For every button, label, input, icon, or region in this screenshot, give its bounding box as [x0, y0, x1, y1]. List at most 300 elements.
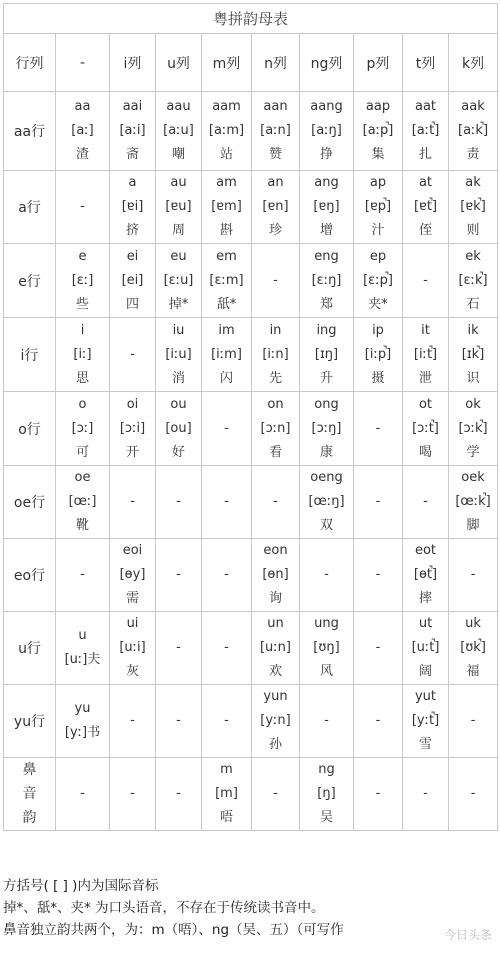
ipa-transcription: [ʊk̚]: [460, 640, 486, 655]
row-header-text: eo行: [13, 568, 46, 584]
final-cell: [110, 758, 156, 831]
example-character: 欢: [268, 664, 282, 679]
jyutping-final: -: [375, 640, 381, 655]
jyutping-final: aa: [74, 99, 91, 114]
ipa-transcription: [ŋ]: [317, 786, 336, 801]
ipa-transcription: [œːk̚]: [455, 494, 491, 509]
jyutping-final: -: [224, 420, 229, 436]
example-character: 看: [268, 444, 282, 460]
jyutping-final: -: [176, 567, 181, 582]
ipa-transcription: [yːt̚]: [411, 713, 440, 728]
example-character: 摔: [418, 591, 432, 606]
row-header-text: 音: [22, 786, 37, 802]
jyutping-final: it: [421, 322, 430, 338]
final-cell: [202, 392, 252, 466]
ipa-transcription: [ɛːm]: [209, 272, 244, 288]
jyutping-final: -: [176, 494, 181, 509]
ipa-transcription: [aːn]: [260, 123, 291, 138]
final-cell: [403, 758, 449, 831]
ipa-transcription: [iːu]: [165, 346, 192, 362]
jyutping-final: uk: [465, 616, 481, 631]
jyutping-final: -: [176, 713, 181, 728]
jyutping-final: -: [375, 786, 381, 801]
example-character: 侄: [418, 223, 432, 238]
example-character: 郑: [319, 296, 333, 312]
jyutping-final: -: [423, 272, 428, 288]
jyutping-final: on: [267, 396, 284, 412]
example-character: 周: [171, 223, 185, 238]
ipa-transcription: [œːŋ]: [308, 494, 345, 509]
jyutping-final: ang: [314, 175, 339, 190]
jyutping-final: ok: [465, 396, 481, 412]
ipa-transcription: [uː]夫: [64, 652, 101, 667]
finals-table-container: [3, 3, 497, 831]
final-cell: [403, 539, 449, 612]
final-cell: [252, 758, 300, 831]
final-cell: [202, 318, 252, 392]
column-header: u列: [156, 34, 202, 92]
final-cell: [252, 466, 300, 539]
example-character: 阔: [418, 664, 432, 679]
jyutping-final: -: [324, 567, 329, 582]
jyutping-final: em: [216, 248, 237, 264]
column-header: n列: [252, 34, 300, 92]
final-cell: [156, 171, 202, 244]
ipa-transcription: [ɪŋ]: [314, 346, 339, 362]
example-character: 集: [371, 147, 385, 162]
row-header-text: e行: [18, 273, 41, 290]
jyutping-final: at: [418, 175, 433, 190]
final-cell: [354, 318, 403, 392]
example-character: 脚: [466, 518, 480, 533]
column-header: t列: [403, 34, 449, 92]
final-cell: [252, 318, 300, 392]
ipa-transcription: [ɛːŋ]: [311, 272, 342, 288]
example-character: 站: [219, 147, 233, 162]
ipa-transcription: [œː]: [68, 494, 97, 509]
final-cell: [110, 171, 156, 244]
final-cell: [56, 539, 110, 612]
ipa-transcription: [aːk̚]: [458, 123, 489, 138]
ipa-transcription: [ou]: [165, 420, 192, 436]
ipa-transcription: [ɔː]: [71, 420, 94, 436]
final-cell: [110, 318, 156, 392]
example-character: 掉*: [168, 296, 189, 312]
jyutping-final: ep: [369, 248, 387, 264]
jyutping-final: ak: [465, 175, 481, 190]
ipa-transcription: [uːn]: [259, 640, 291, 655]
final-cell: [354, 758, 403, 831]
example-character: 扎: [418, 147, 432, 162]
jyutping-final: oeng: [310, 470, 343, 485]
example-character: 嘲: [171, 147, 185, 162]
final-cell: [202, 685, 252, 758]
jyutping-final: un: [267, 616, 284, 631]
table-row: [4, 318, 498, 392]
example-character: 需: [125, 591, 139, 606]
row-header: [4, 92, 56, 171]
jyutping-final: o: [78, 396, 87, 412]
row-header-text: yu行: [13, 714, 46, 730]
jyutping-final: au: [170, 175, 187, 190]
example-character: 康: [319, 444, 333, 460]
jyutping-final: ing: [316, 322, 337, 338]
jyutping-final: u: [78, 628, 87, 643]
final-cell: [403, 685, 449, 758]
ipa-transcription: [iːp̚]: [364, 346, 392, 362]
ipa-transcription: [ɐŋ]: [313, 199, 340, 214]
ipa-transcription: [yːn]: [260, 713, 291, 728]
final-cell: [202, 612, 252, 685]
ipa-transcription: [ʊŋ]: [313, 640, 340, 655]
example-character: 四: [125, 296, 139, 312]
ipa-transcription: [ei]: [121, 272, 144, 288]
example-character: 可: [75, 444, 89, 460]
example-character: 升: [319, 370, 333, 386]
table-row: [4, 612, 498, 685]
table-row: [4, 171, 498, 244]
jyutping-final: iu: [172, 322, 185, 338]
final-cell: [449, 92, 498, 171]
final-cell: [403, 612, 449, 685]
jyutping-final: aau: [166, 99, 191, 114]
example-character: 汁: [371, 223, 385, 238]
example-character: 泄: [418, 370, 432, 386]
example-character: 先: [268, 370, 282, 386]
row-header-text: 韵: [22, 810, 37, 826]
example-character: 石: [466, 296, 480, 312]
jyutping-final: -: [130, 494, 135, 509]
row-header: [4, 392, 56, 466]
ipa-transcription: [ɛː]: [71, 272, 94, 288]
jyutping-final: am: [216, 175, 237, 190]
final-cell: [449, 171, 498, 244]
row-header: [4, 318, 56, 392]
table-title: 粤拼韵母表: [4, 4, 498, 34]
example-character: 赞: [268, 147, 282, 162]
column-header: i列: [110, 34, 156, 92]
ipa-transcription: [ɛːp̚]: [363, 272, 393, 288]
example-character: 好: [171, 444, 185, 460]
final-cell: [156, 92, 202, 171]
row-header-text: oe行: [13, 495, 46, 511]
final-cell: [403, 466, 449, 539]
jyutping-final: -: [224, 713, 229, 728]
jyutping-final: oek: [461, 470, 485, 485]
final-cell: [202, 171, 252, 244]
note-line: 方括号( [ ] )内为国际音标: [3, 878, 159, 894]
jyutping-final: -: [80, 199, 85, 214]
final-cell: [56, 685, 110, 758]
final-cell: [110, 685, 156, 758]
ipa-transcription: [ɵy]: [119, 567, 146, 582]
final-cell: [202, 466, 252, 539]
table-row: [4, 466, 498, 539]
ipa-transcription: [ɐn]: [262, 199, 289, 214]
example-character: 吴: [319, 810, 333, 825]
example-character: 斟: [219, 223, 233, 238]
ipa-transcription: [ɔːt̚]: [412, 420, 439, 436]
ipa-transcription: [ɔːn]: [260, 420, 291, 436]
jyutping-final: yu: [74, 701, 91, 716]
jyutping-final: eon: [263, 543, 288, 558]
ipa-transcription: [aːp̚]: [362, 123, 394, 138]
final-cell: [300, 318, 354, 392]
final-cell: [354, 392, 403, 466]
jyutping-final: -: [176, 786, 181, 801]
jyutping-final: -: [224, 494, 229, 509]
jyutping-final: ut: [418, 616, 433, 631]
jyutping-final: ou: [170, 396, 187, 412]
jyutping-final: -: [273, 494, 278, 509]
final-cell: [354, 612, 403, 685]
jyutping-final: -: [273, 786, 278, 801]
row-header: [4, 685, 56, 758]
final-cell: [449, 685, 498, 758]
row-header: [4, 244, 56, 318]
final-cell: [110, 392, 156, 466]
final-cell: [252, 685, 300, 758]
table-row: [4, 685, 498, 758]
ipa-transcription: [ɪk̚]: [461, 346, 485, 362]
ipa-transcription: [iːn]: [262, 346, 289, 362]
ipa-transcription: [ɐu]: [165, 199, 192, 214]
final-cell: [300, 758, 354, 831]
final-cell: [56, 318, 110, 392]
final-cell: [403, 171, 449, 244]
note-line: 鼻音独立韵共两个，为：m（唔）、ng（吴、五）（可写作: [3, 922, 344, 938]
ipa-transcription: [ɵn]: [262, 567, 289, 582]
final-cell: [354, 92, 403, 171]
ipa-transcription: [ɔːk̚]: [458, 420, 488, 436]
jyutping-final: -: [130, 713, 135, 728]
final-cell: [449, 466, 498, 539]
ipa-transcription: [ɔːŋ]: [311, 420, 342, 436]
jyutping-final: eng: [314, 248, 339, 264]
row-header-text: a行: [18, 200, 41, 216]
jyutping-final: aam: [212, 99, 241, 114]
ipa-transcription: [uːi]: [119, 640, 146, 655]
final-cell: [110, 539, 156, 612]
ipa-transcription: [aːt̚]: [411, 123, 440, 138]
final-cell: [56, 92, 110, 171]
jyutping-final: aan: [263, 99, 288, 114]
jyutping-final: -: [130, 786, 135, 801]
column-header: k列: [449, 34, 498, 92]
final-cell: [449, 244, 498, 318]
jyutping-final: ap: [369, 175, 387, 190]
ipa-transcription: [ɐm]: [211, 199, 242, 214]
final-cell: [110, 92, 156, 171]
jyutping-final: in: [269, 322, 282, 338]
table-row: [4, 92, 498, 171]
final-cell: [354, 685, 403, 758]
ipa-transcription: [ɛːk̚]: [458, 272, 488, 288]
final-cell: [56, 612, 110, 685]
ipa-transcription: [ɵt̚]: [413, 567, 438, 582]
final-cell: [300, 685, 354, 758]
row-header-text: i行: [20, 347, 39, 364]
final-cell: [449, 612, 498, 685]
ipa-transcription: [aːi]: [119, 123, 146, 138]
final-cell: [56, 171, 110, 244]
jyutping-final: im: [218, 322, 235, 338]
ipa-transcription: [aːu]: [163, 123, 194, 138]
final-cell: [403, 392, 449, 466]
example-character: 挤: [125, 223, 139, 238]
final-cell: [56, 758, 110, 831]
example-character: 孙: [268, 737, 282, 752]
jyutping-final: -: [80, 786, 85, 801]
jyutping-final: ui: [126, 616, 139, 631]
example-character: 珍: [268, 223, 282, 238]
jyutping-final: -: [423, 786, 428, 801]
column-header: p列: [354, 34, 403, 92]
row-header: [4, 758, 56, 831]
final-cell: [156, 539, 202, 612]
final-cell: [300, 244, 354, 318]
ipa-transcription: [ɐi]: [121, 199, 144, 214]
example-character: 靴: [75, 518, 89, 533]
jyutping-final: ot: [418, 396, 433, 412]
table-row: [4, 539, 498, 612]
jyutping-final: eot: [414, 543, 437, 558]
example-character: 学: [466, 444, 480, 460]
column-header: ng列: [300, 34, 354, 92]
example-character: 识: [466, 370, 480, 386]
jyutping-final: -: [224, 567, 229, 582]
example-character: 灰: [125, 664, 139, 679]
example-character: 摄: [371, 370, 385, 386]
jyutping-final: aat: [414, 99, 437, 114]
jyutping-final: aang: [310, 99, 343, 114]
final-cell: [56, 466, 110, 539]
final-cell: [449, 539, 498, 612]
final-cell: [156, 685, 202, 758]
jyutping-final: -: [470, 713, 476, 728]
ipa-transcription: [yː]书: [64, 725, 101, 740]
example-character: 风: [319, 664, 333, 679]
final-cell: [156, 612, 202, 685]
jyutping-final: -: [273, 272, 278, 288]
final-cell: [354, 466, 403, 539]
column-header: m列: [202, 34, 252, 92]
ipa-transcription: [ɔːi]: [119, 420, 146, 436]
jyutping-final: -: [470, 567, 476, 582]
final-cell: [252, 244, 300, 318]
final-cell: [300, 539, 354, 612]
jyutping-final: ung: [314, 616, 339, 631]
example-character: 则: [466, 223, 480, 238]
final-cell: [56, 392, 110, 466]
ipa-transcription: [ɛːu]: [163, 272, 194, 288]
jyutping-final: yun: [263, 689, 288, 704]
jyutping-final: an: [267, 175, 284, 190]
jyutping-final: m: [220, 762, 233, 777]
example-character: 思: [75, 370, 89, 386]
final-cell: [252, 612, 300, 685]
final-cell: [300, 612, 354, 685]
example-character: 双: [319, 518, 333, 533]
jyutping-final: -: [130, 346, 135, 362]
jyutping-final: -: [375, 494, 381, 509]
jyutping-final: ei: [126, 248, 139, 264]
final-cell: [449, 392, 498, 466]
example-character: 福: [466, 664, 480, 679]
final-cell: [300, 171, 354, 244]
final-cell: [56, 244, 110, 318]
final-cell: [354, 244, 403, 318]
note-line: 掉*、舐*、夹* 为口头语音，不存在于传统读书音中。: [3, 900, 325, 916]
jyutping-final: -: [470, 786, 476, 801]
final-cell: [449, 758, 498, 831]
jyutping-final: eoi: [122, 543, 143, 558]
jyutping-final: eu: [170, 248, 187, 264]
jyutping-final: ek: [465, 248, 481, 264]
row-header-text: aa行: [13, 124, 46, 140]
example-character: 挣: [319, 147, 333, 162]
ipa-transcription: [iː]: [73, 346, 92, 362]
ipa-transcription: [aːŋ]: [311, 123, 342, 138]
final-cell: [403, 318, 449, 392]
example-character: 斋: [125, 147, 139, 162]
example-character: 雪: [418, 737, 432, 752]
final-cell: [202, 244, 252, 318]
final-cell: [403, 92, 449, 171]
final-cell: [156, 392, 202, 466]
jyutping-final: e: [78, 248, 87, 264]
jyutping-final: ip: [372, 322, 384, 338]
jyutping-final: yut: [414, 689, 437, 704]
row-header-text: 鼻: [22, 762, 37, 778]
final-cell: [156, 244, 202, 318]
final-cell: [300, 392, 354, 466]
row-header-text: o行: [18, 421, 41, 438]
watermark: 今日头条: [443, 928, 492, 942]
final-cell: [354, 171, 403, 244]
ipa-transcription: [ɐk̚]: [460, 199, 486, 214]
jyutping-final: ik: [467, 322, 479, 338]
jyutping-final: -: [423, 494, 428, 509]
ipa-transcription: [m]: [215, 786, 238, 801]
example-character: 些: [75, 296, 89, 312]
ipa-transcription: [aː]: [71, 123, 94, 138]
example-character: 唔: [219, 810, 233, 825]
row-header: [4, 612, 56, 685]
example-character: 喝: [418, 444, 432, 460]
jyutping-final: -: [375, 420, 381, 436]
jyutping-final: aai: [122, 99, 143, 114]
final-cell: [252, 392, 300, 466]
final-cell: [252, 92, 300, 171]
column-header: -: [56, 34, 110, 92]
jyutping-final: -: [176, 640, 181, 655]
example-character: 夹*: [368, 296, 388, 312]
table-row: [4, 392, 498, 466]
jyutping-final: -: [80, 567, 85, 582]
jyutping-final: aap: [365, 99, 391, 114]
row-header: [4, 466, 56, 539]
example-character: 责: [466, 147, 480, 162]
ipa-transcription: [uːt̚]: [411, 640, 440, 655]
jyutping-final: oi: [126, 396, 139, 412]
jyutping-final: aak: [461, 99, 485, 114]
example-character: 闪: [219, 370, 233, 386]
ipa-transcription: [aːm]: [208, 123, 245, 138]
jyutping-final: -: [224, 640, 229, 655]
jyutping-final: oe: [74, 470, 91, 485]
final-cell: [156, 318, 202, 392]
